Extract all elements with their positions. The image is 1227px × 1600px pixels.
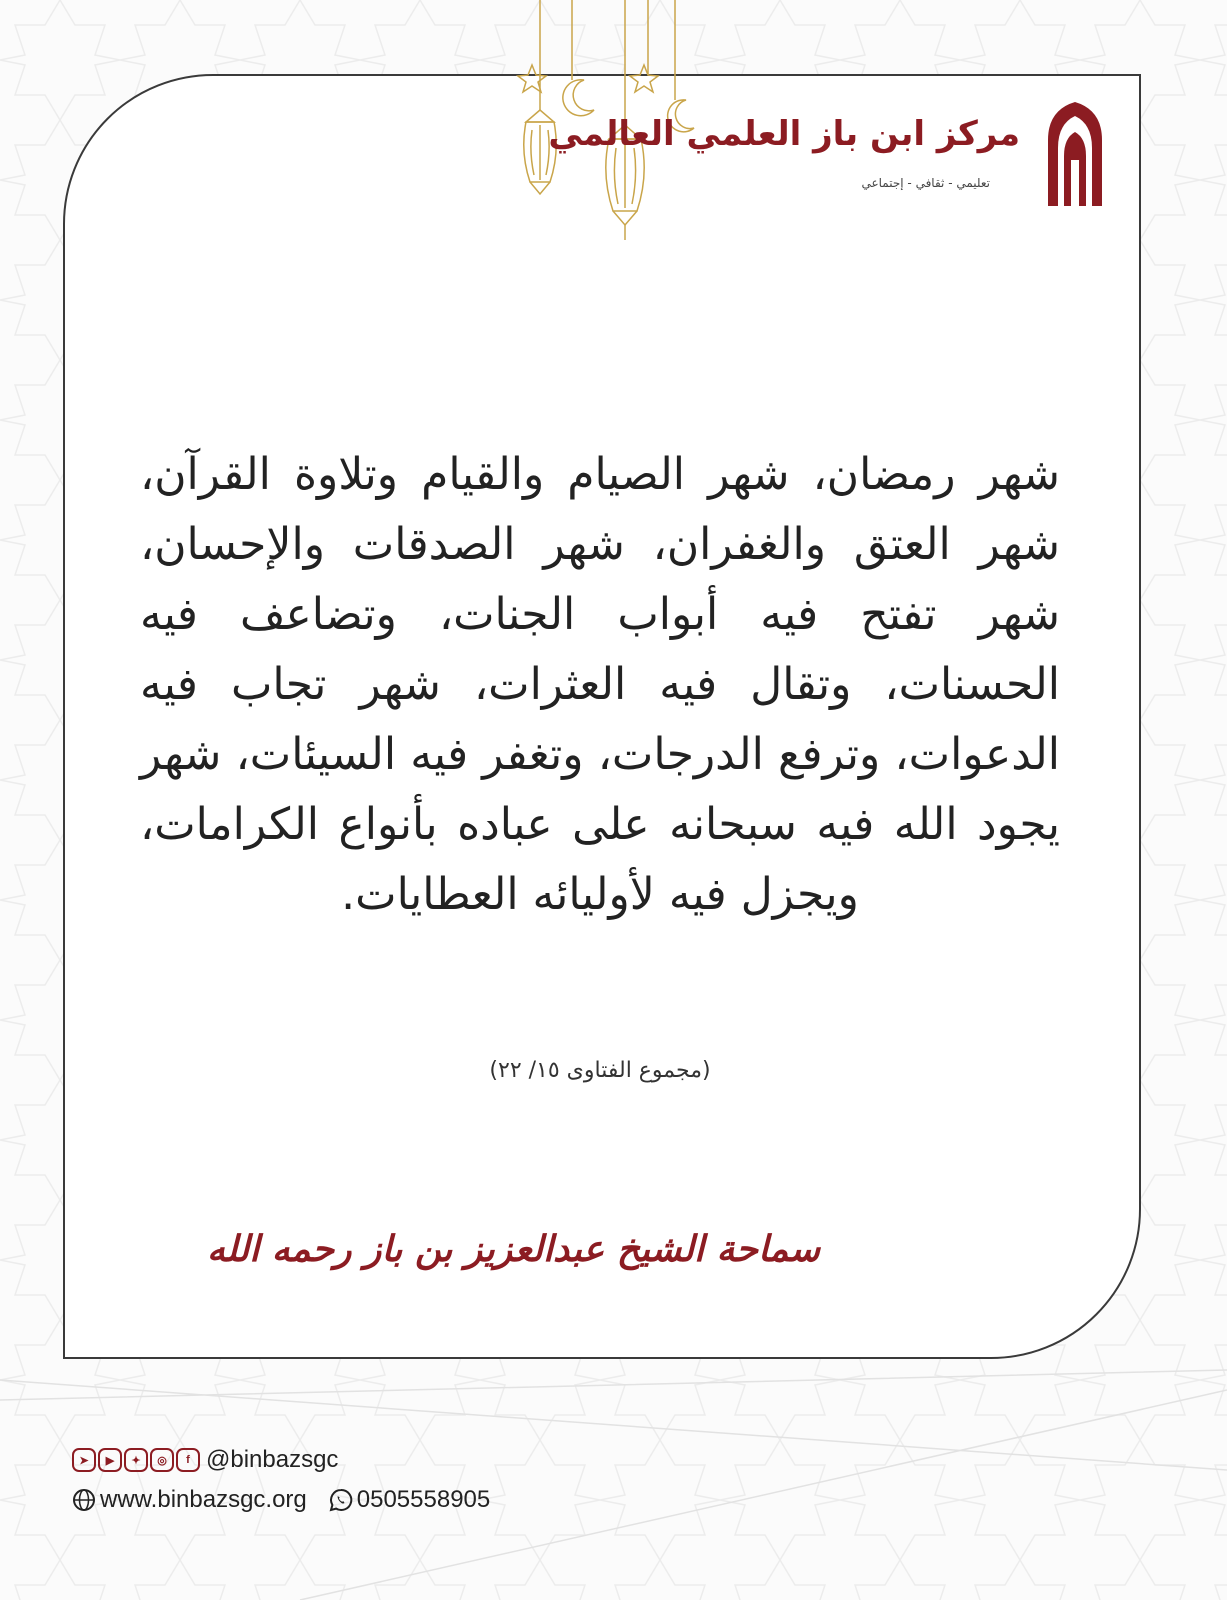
whatsapp-icon: [329, 1488, 353, 1512]
telegram-icon[interactable]: ➤: [72, 1448, 96, 1472]
website-link[interactable]: www.binbazsgc.org: [100, 1486, 307, 1513]
social-handle[interactable]: @binbazsgc: [206, 1446, 339, 1473]
contact-row: [72, 1480, 592, 1520]
facebook-icon[interactable]: f: [176, 1448, 200, 1472]
youtube-icon[interactable]: ▶: [98, 1448, 122, 1472]
footer-contacts: [72, 1440, 592, 1520]
instagram-icon[interactable]: ◎: [150, 1448, 174, 1472]
quote-source: (مجموع الفتاوى ١٥/ ٢٢): [489, 1058, 711, 1083]
signature-calligraphy: سماحة الشيخ عبدالعزيز بن باز رحمه الله: [207, 1228, 820, 1270]
phone-number[interactable]: 0505558905: [356, 1486, 491, 1513]
quote-text: شهر رمضان، شهر الصيام والقيام وتلاوة القرآن، شهر العتق والغفران، شهر الصدقات والإحسان، شهر تفتح فيه أبواب الجنات، وتضاعف فيه الحسنات، وتقال فيه العثرات، شهر تجاب فيه الدعوات، وترفع الدرجات، وتغفر فيه السيئات، شهر يجود الله فيه سبحانه على عباده بأنواع الكرامات، ويجزل فيه لأوليائه العطايات.: [140, 449, 1060, 920]
twitter-icon[interactable]: ✦: [124, 1448, 148, 1472]
globe-icon: [72, 1488, 96, 1512]
center-logo: [548, 100, 1110, 210]
logo-title: مركز ابن باز العلمي العالمي: [548, 114, 1020, 154]
social-row: [72, 1440, 592, 1480]
logo-tagline: تعليمي - ثقافي - إجتماعي: [861, 176, 990, 190]
mosque-arch-emblem-icon: [1040, 100, 1110, 206]
